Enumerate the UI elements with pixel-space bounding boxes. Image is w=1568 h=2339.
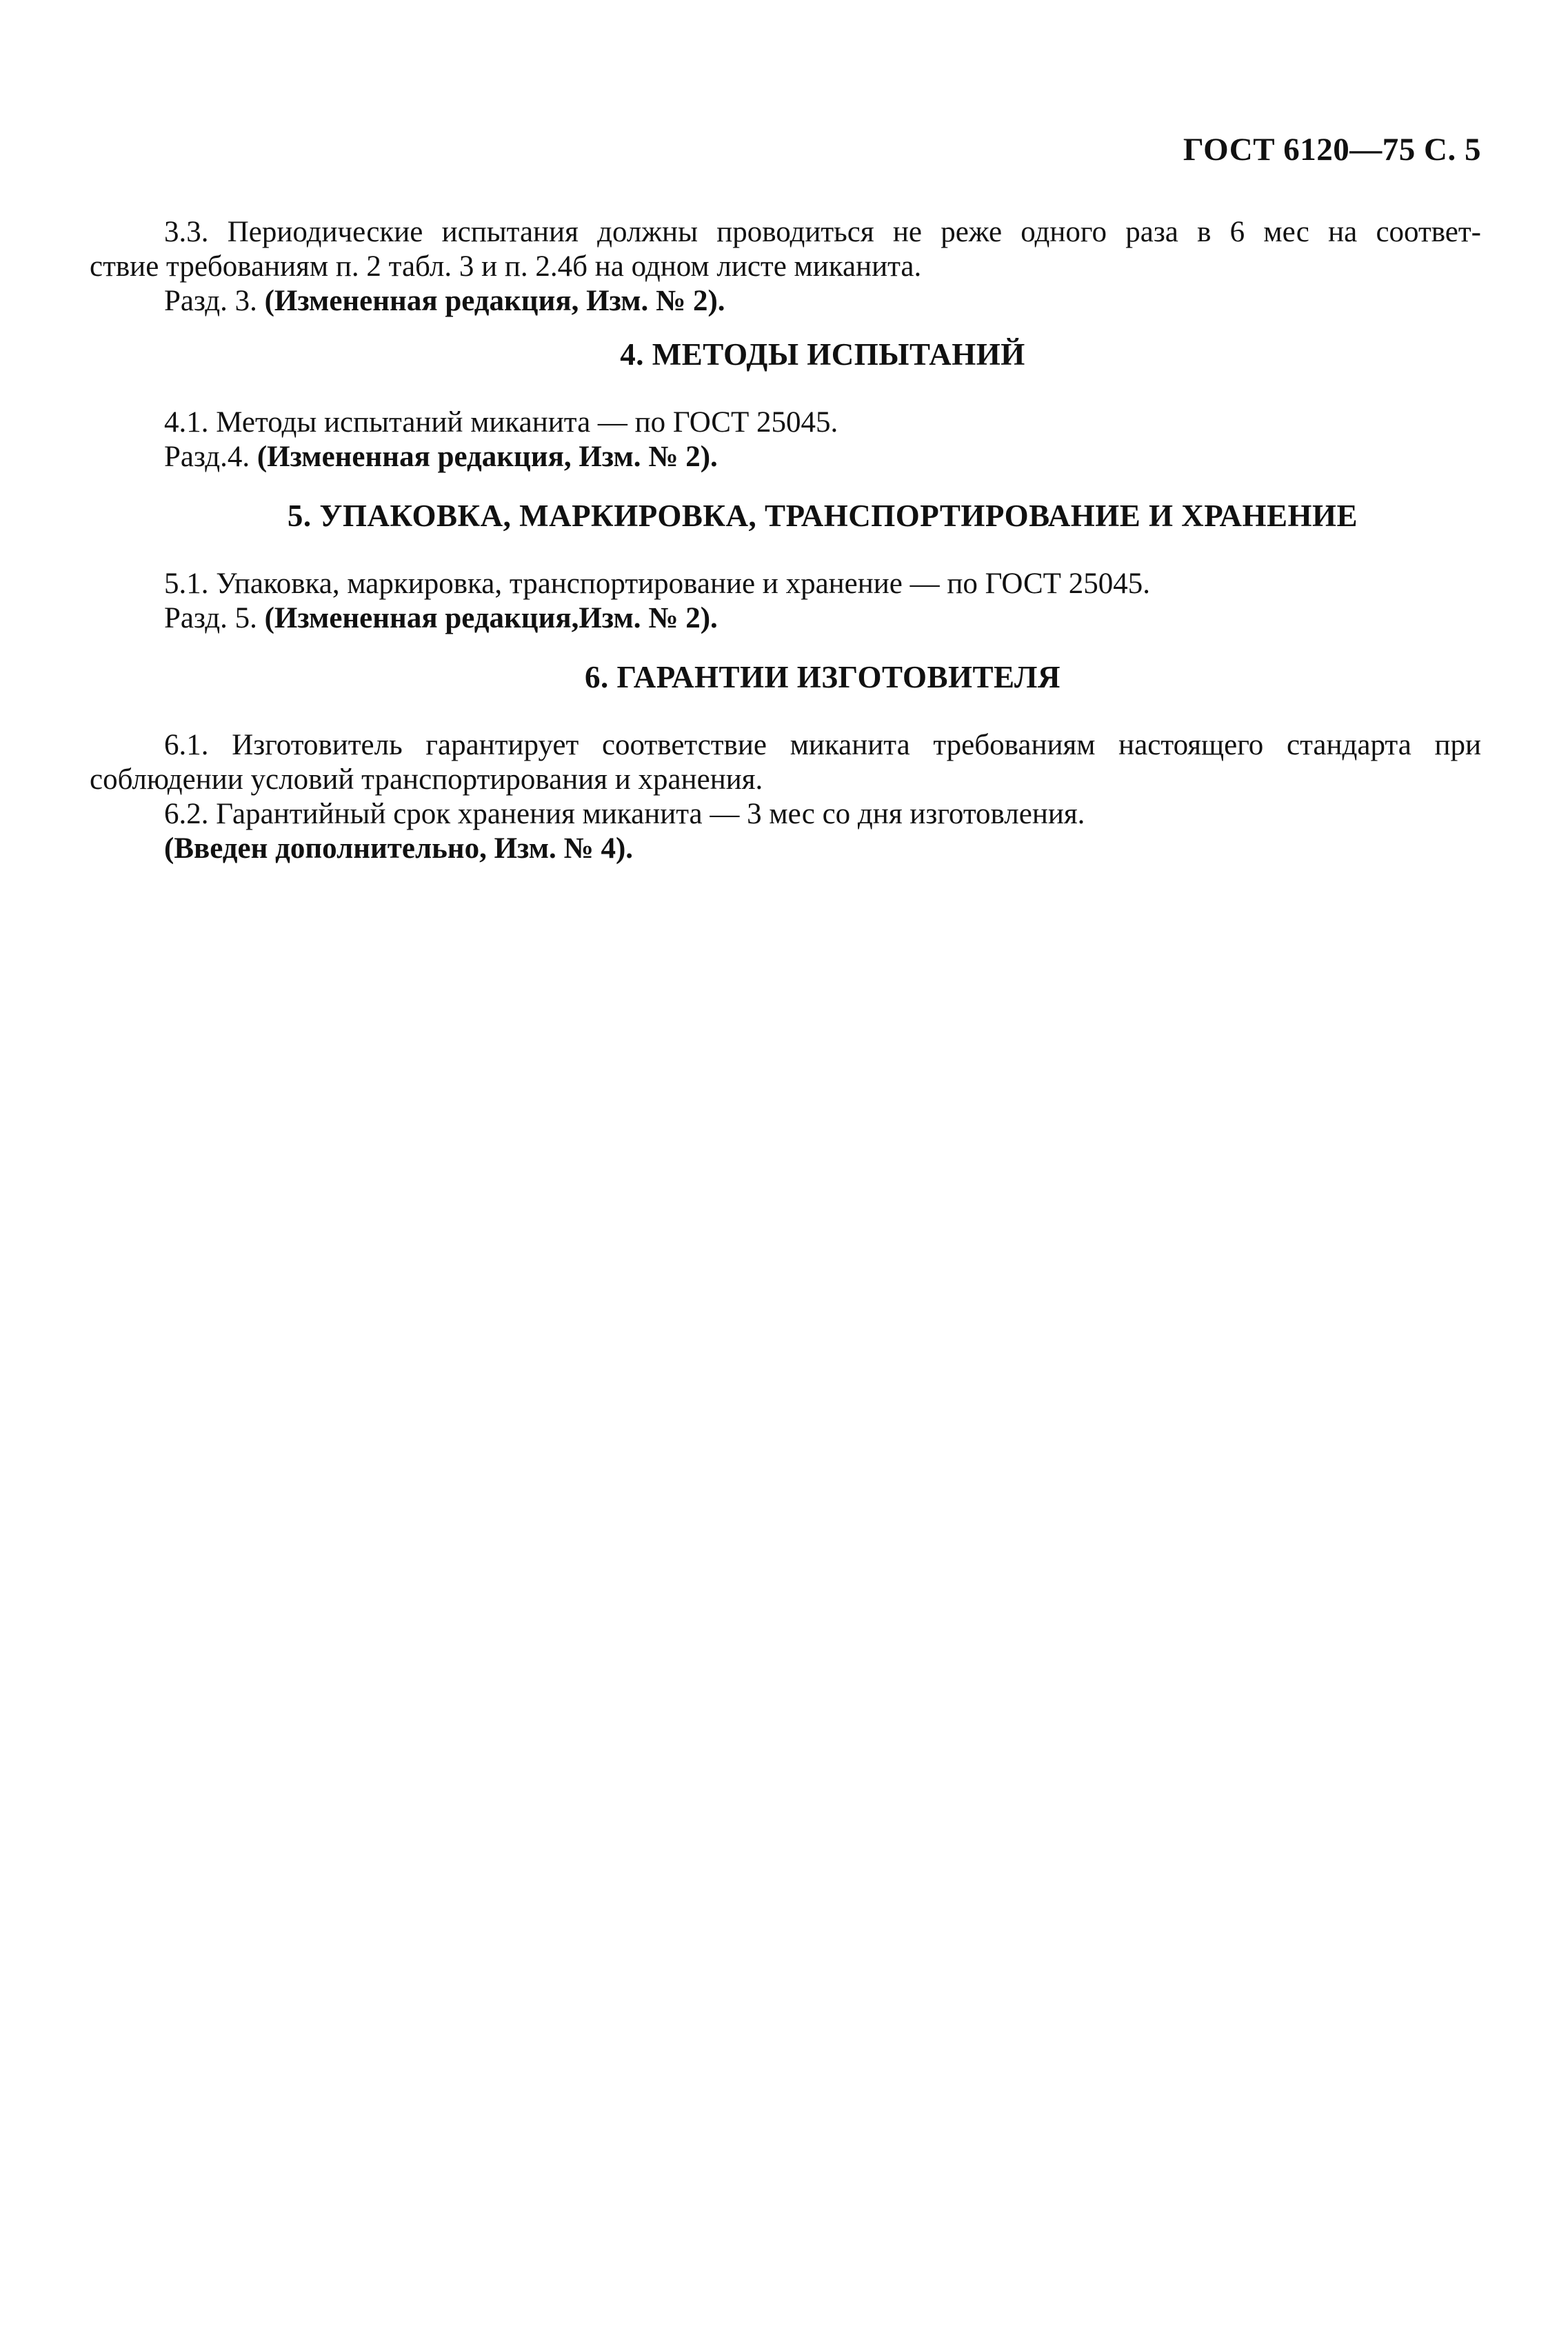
section-4-heading: 4. МЕТОДЫ ИСПЫТАНИЙ [620, 337, 1025, 372]
section-5-amendment-note [164, 601, 1481, 636]
section-6-heading: 6. ГАРАНТИИ ИЗГОТОВИТЕЛЯ [585, 660, 1061, 694]
section-6-block [90, 728, 1481, 866]
section-5-heading: 5. УПАКОВКА, МАРКИРОВКА, ТРАНСПОРТИРОВАНИЕ И ХРАНЕНИЕ [287, 499, 1358, 533]
section-3-amendment-note [164, 284, 1481, 319]
amendment-prefix: Разд.4. [164, 441, 250, 473]
section-3-block [90, 215, 1481, 319]
section-4-amendment-note [164, 440, 1481, 474]
paragraph-3-3-line-2: ствие требованиям п. 2 табл. 3 и п. 2.4б на одном листе миканита. [90, 250, 922, 283]
amendment-prefix: Разд. 3. [164, 285, 257, 317]
amendment-text: (Измененная редакция, Изм. № 2). [257, 441, 718, 473]
page-header: ГОСТ 6120—75 С. 5 [1183, 132, 1481, 168]
paragraph-5-1: 5.1. Упаковка, маркировка, транспортирование и хранение — по ГОСТ 25045. [164, 568, 1150, 600]
paragraph-6-2: 6.2. Гарантийный срок хранения миканита — 3 мес со дня изготовления. [164, 798, 1085, 830]
section-5-block [164, 567, 1481, 636]
paragraph-6-1-line-2: соблюдении условий транспортирования и хранения. [90, 763, 763, 796]
paragraph-6-1-line-1: 6.1. Изготовитель гарантирует соответствие миканита требованиям настоящего стандарта при [164, 729, 1481, 761]
paragraph-4-1: 4.1. Методы испытаний миканита — по ГОСТ 25045. [164, 406, 838, 439]
section-6-amendment-note: (Введен дополнительно, Изм. № 4). [164, 832, 634, 865]
amendment-text: (Измененная редакция, Изм. № 2). [264, 285, 725, 317]
amendment-prefix: Разд. 5. [164, 602, 257, 634]
amendment-text: (Измененная редакция,Изм. № 2). [264, 602, 718, 634]
paragraph-3-3-line-1: 3.3. Периодические испытания должны проводиться не реже одного раза в 6 мес на соответ- [164, 216, 1481, 248]
section-4-block [164, 405, 1481, 474]
